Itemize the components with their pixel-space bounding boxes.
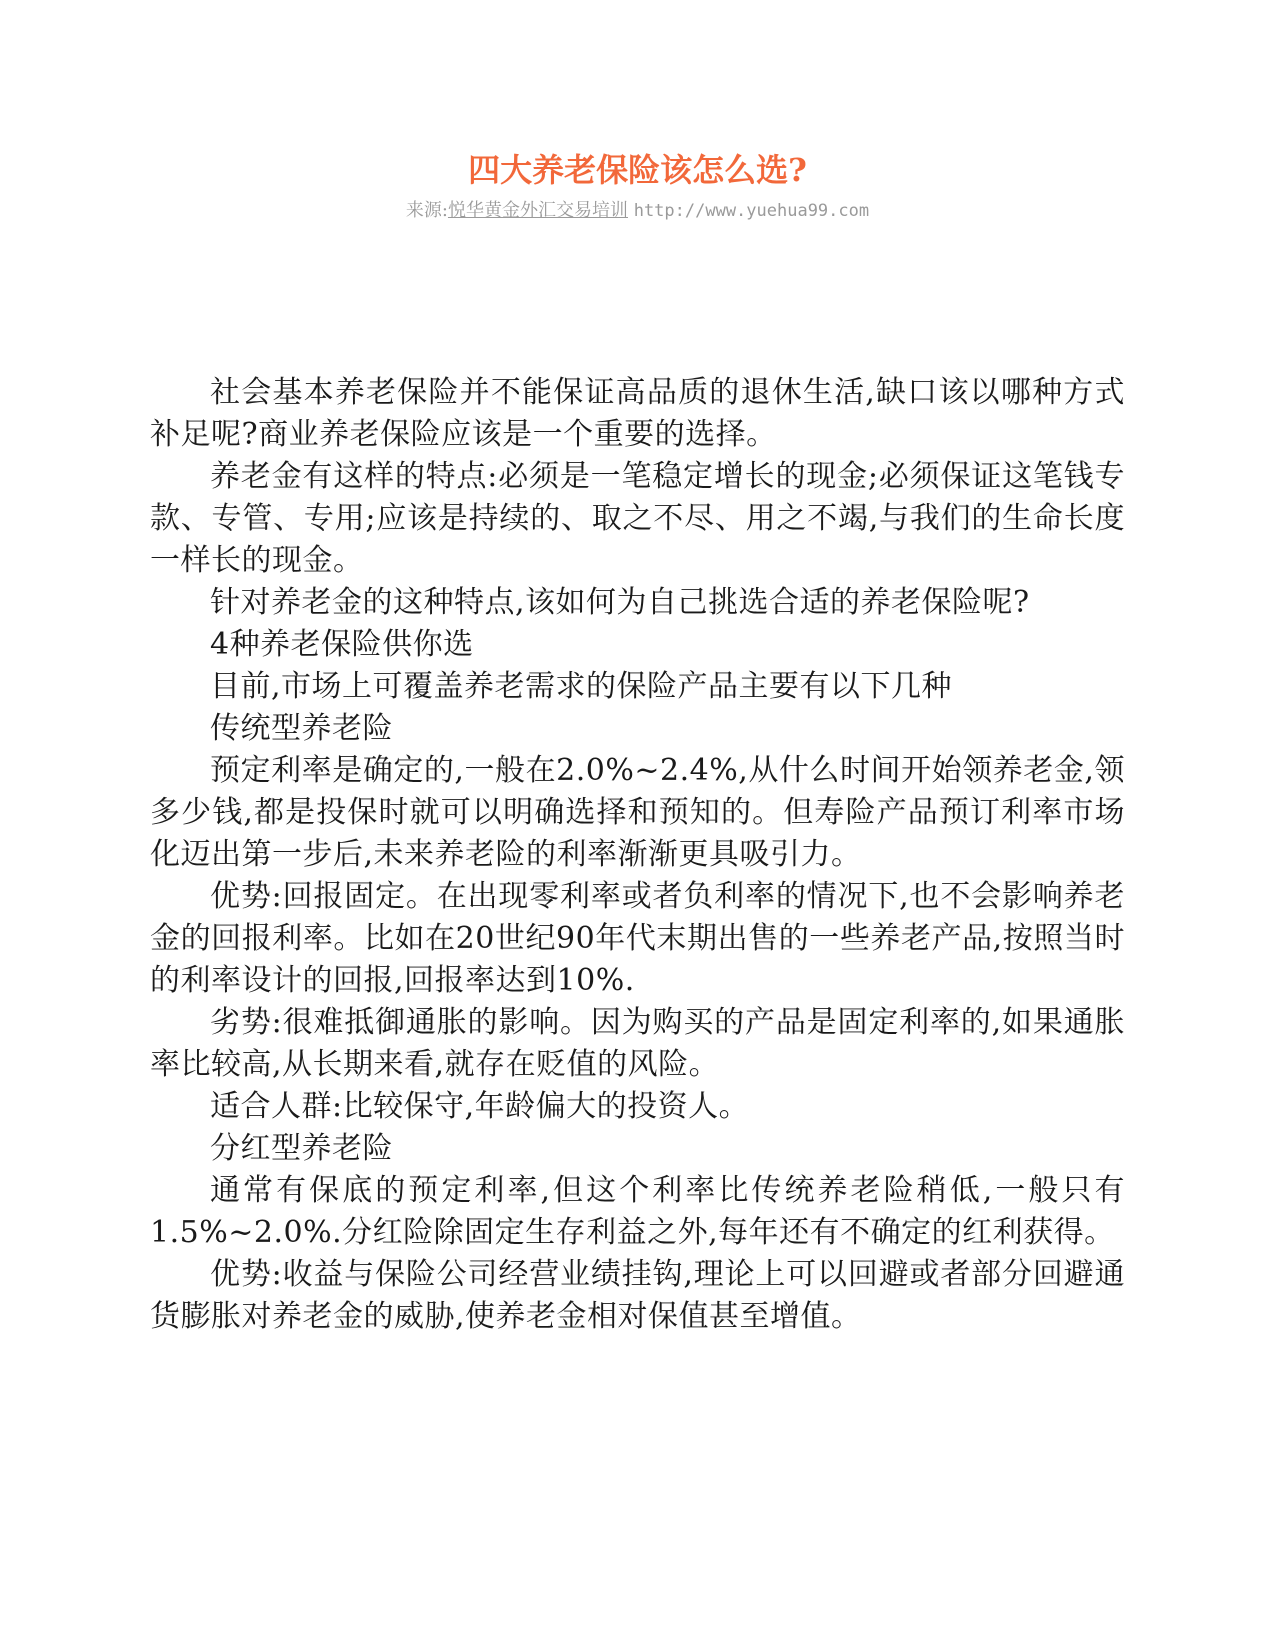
paragraph: 通常有保底的预定利率,但这个利率比传统养老险稍低,一般只有1.5%~2.0%.分红险除固定生存利益之外,每年还有不确定的红利获得。: [150, 1173, 1125, 1250]
section-heading: 4种养老保险供你选: [210, 627, 474, 662]
paragraph: 养老金有这样的特点:必须是一笔稳定增长的现金;必须保证这笔钱专款、专管、专用;应该是持续的、取之不尽、用之不竭,与我们的生命长度一样长的现金。: [150, 459, 1125, 578]
paragraph: 针对养老金的这种特点,该如何为自己挑选合适的养老保险呢?: [210, 585, 1030, 620]
article-body: [150, 372, 1125, 1338]
source-link[interactable]: 悦华黄金外汇交易培训: [447, 200, 628, 221]
section-heading: 分红型养老险: [210, 1131, 393, 1166]
paragraph: 社会基本养老保险并不能保证高品质的退休生活,缺口该以哪种方式补足呢?商业养老保险应该是一个重要的选择。: [150, 375, 1125, 452]
source-url[interactable]: http://www.yuehua99.com: [633, 201, 870, 221]
paragraph: 劣势:很难抵御通胀的影响。因为购买的产品是固定利率的,如果通胀率比较高,从长期来看,就存在贬值的风险。: [150, 1005, 1125, 1082]
source-line: [0, 199, 1275, 223]
paragraph: 优势:收益与保险公司经营业绩挂钩,理论上可以回避或者部分回避通货膨胀对养老金的威胁,使养老金相对保值甚至增值。: [150, 1257, 1125, 1334]
document-title: 四大养老保险该怎么选?: [468, 151, 807, 189]
source-label: 来源:: [405, 200, 448, 221]
paragraph: 目前,市场上可覆盖养老需求的保险产品主要有以下几种: [210, 669, 953, 704]
paragraph: 适合人群:比较保守,年龄偏大的投资人。: [210, 1089, 750, 1124]
paragraph: 预定利率是确定的,一般在2.0%~2.4%,从什么时间开始领养老金,领多少钱,都是投保时就可以明确选择和预知的。但寿险产品预订利率市场化迈出第一步后,未来养老险的利率渐渐更具吸引力。: [150, 753, 1125, 872]
paragraph: 优势:回报固定。在出现零利率或者负利率的情况下,也不会影响养老金的回报利率。比如在20世纪90年代末期出售的一些养老产品,按照当时的利率设计的回报,回报率达到10%.: [150, 879, 1125, 998]
section-heading: 传统型养老险: [210, 711, 393, 746]
